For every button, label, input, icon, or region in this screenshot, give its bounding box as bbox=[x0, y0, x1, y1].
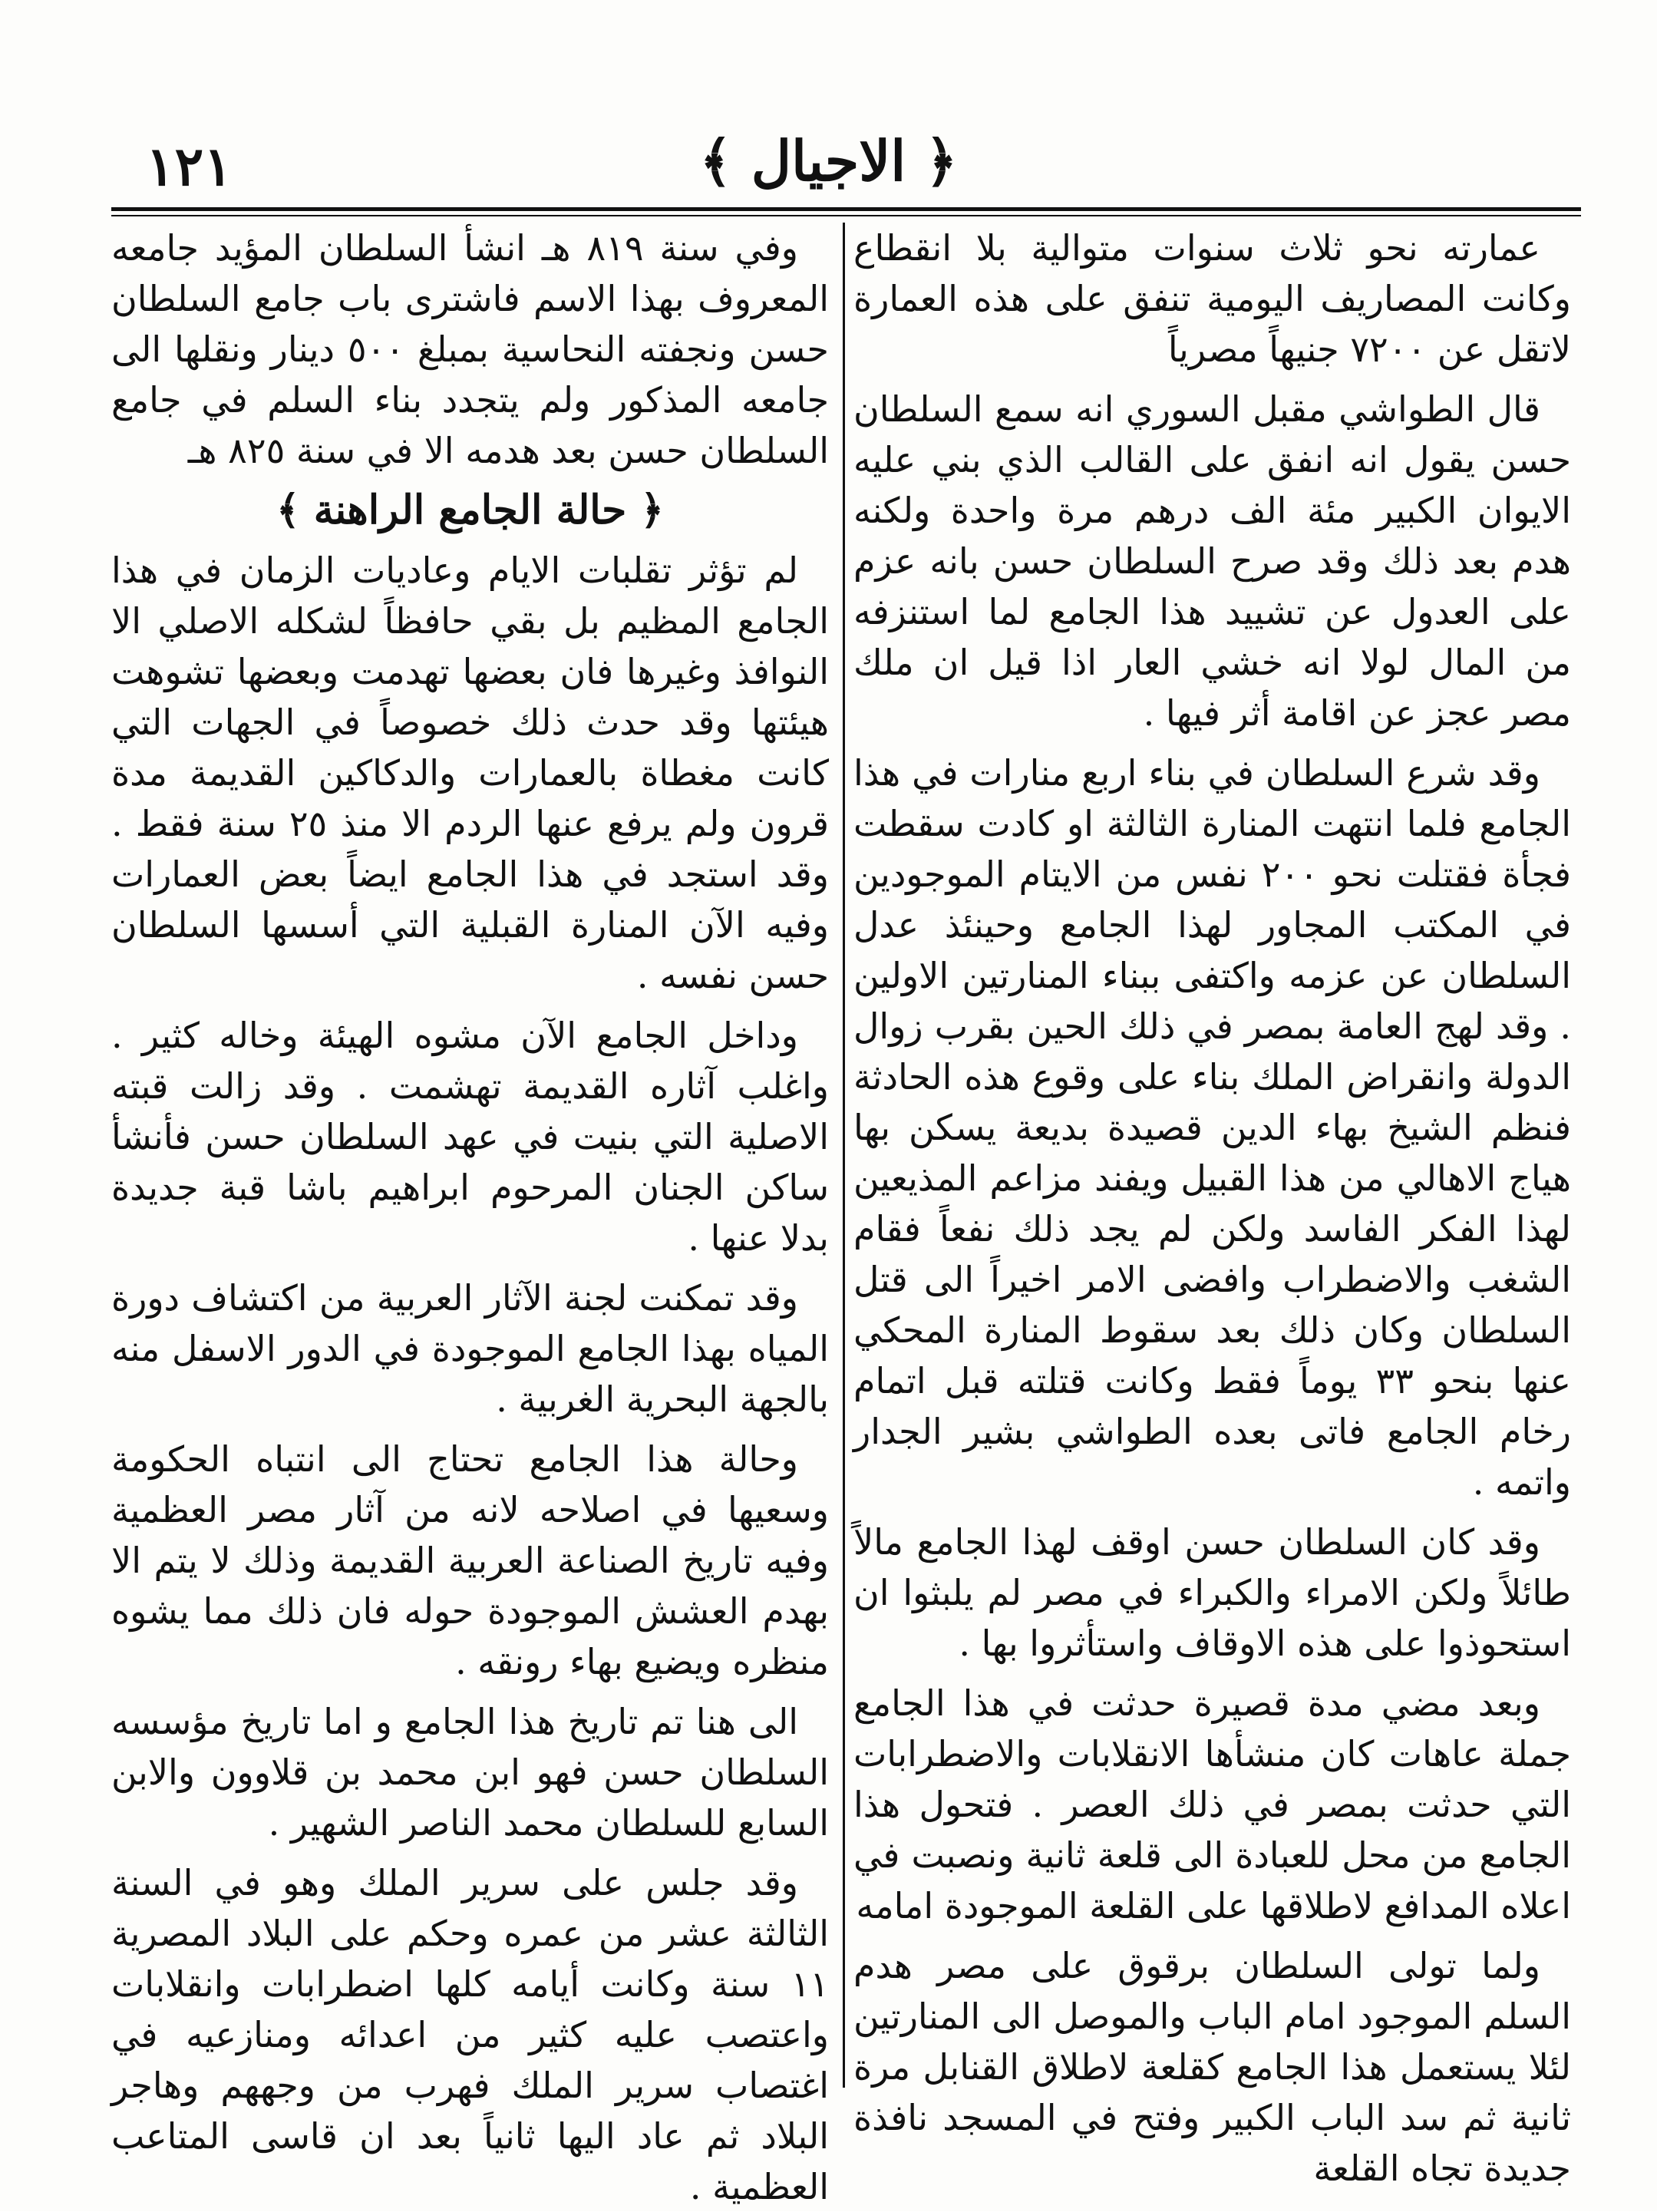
paragraph: الى هنا تم تاريخ هذا الجامع و اما تاريخ مؤسسه السلطان حسن فهو ابن محمد بن قلاوون والابن السابع للسلطان محمد الناصر الشهير . bbox=[111, 1701, 829, 1844]
paragraph: وقد شرع السلطان في بناء اربع منارات في هذا الجامع فلما انتهت المنارة الثالثة او كادت سقطت فجأة فقتلت نحو ٢٠٠ نفس من الايتام الموجودين في المكتب المجاور لهذا الجامع وحينئذ عدل السلطان عن عزمه واكتفى ببناء المنارتين الاولين . وقد لهج العامة بمصر في ذلك الحين بقرب زوال الدولة وانقراض الملك بناء على وقوع هذه الحادثة فنظم الشيخ بهاء الدين قصيدة بديعة يسكن بها هياج الاهالي من هذا القبيل ويفند مزاعم المذيعين لهذا الفكر الفاسد ولكن لم يجد ذلك نفعاً فقام الشغب والاضطراب وافضى الامر اخيراً الى قتل السلطان وكان ذلك بعد سقوط المنارة المحكي عنها بنحو ٣٣ يوماً فقط وكانت قتلته قبل اتمام رخام الجامع فاتى بعده الطواشي بشير الجدار واتمه . bbox=[853, 752, 1571, 1503]
page-number: ١٢١ bbox=[146, 134, 233, 198]
header-rule bbox=[111, 207, 1581, 211]
paragraph: قال الطواشي مقبل السوري انه سمع السلطان حسن يقول انه انفق على القالب الذي بني عليه الايوان الكبير مئة الف درهم مرة واحدة ولكنه هدم بعد ذلك وقد صرح السلطان حسن بانه عزم على العدول عن تشييد هذا الجامع لما استنزفه من المال لولا انه خشي العار اذا قيل ان ملك مصر عجز عن اقامة أثر فيها . bbox=[853, 388, 1571, 734]
column-divider bbox=[843, 223, 845, 2088]
paragraph: ولما تولى السلطان برقوق على مصر هدم السلم الموجود امام الباب والموصل الى المنارتين لئلا يستعمل هذا الجامع كقلعة لاطلاق القنابل مرة ثانية ثم سد الباب الكبير وفتح في المسجد نافذة جديدة تجاه القلعة bbox=[853, 1945, 1571, 2189]
paragraph: وحالة هذا الجامع تحتاج الى انتباه الحكومة وسعيها في اصلاحه لانه من آثار مصر العظمية وفيه تاريخ الصناعة العربية القديمة وذلك لا يتم الا بهدم العشش الموجودة حوله فان ذلك مما يشوه منظره ويضيع بهاء رونقه . bbox=[111, 1438, 829, 1682]
right-column bbox=[853, 223, 1571, 2189]
paragraph: عمارته نحو ثلاث سنوات متوالية بلا انقطاع وكانت المصاريف اليومية تنفق على هذه العمارة لاتقل عن ٧٢٠٠ جنيهاً مصرياً bbox=[853, 227, 1571, 370]
paragraph: وبعد مضي مدة قصيرة حدثت في هذا الجامع جملة عاهات كان منشأها الانقلابات والاضطرابات التي حدثت بمصر في ذلك العصر . فتحول هذا الجامع من محل للعبادة الى قلعة ثانية ونصبت في اعلاه المدافع لاطلاقها على القلعة الموجودة امامه bbox=[853, 1682, 1571, 1926]
header-rule-thin bbox=[111, 215, 1581, 216]
page-title: ﴿ الاجيال ﴾ bbox=[699, 128, 958, 193]
paragraph: لم تؤثر تقلبات الايام وعاديات الزمان في هذا الجامع المظيم بل بقي حافظاً لشكله الاصلي الا النوافذ وغيرها فان بعضها تهدمت وبعضها تشوهت هيئتها وقد حدث ذلك خصوصاً في الجهات التي كانت مغطاة بالعمارات والدكاكين القديمة مدة قرون ولم يرفع عنها الردم الا منذ ٢٥ سنة فقط . وقد استجد في هذا الجامع ايضاً بعض العمارات وفيه الآن المنارة القبلية التي أسسها السلطان حسن نفسه . bbox=[111, 550, 829, 996]
paragraph: وقد كان السلطان حسن اوقف لهذا الجامع مالاً طائلاً ولكن الامراء والكبراء في مصر لم يلبثوا ان استحوذوا على هذه الاوقاف واستأثروا بها . bbox=[853, 1521, 1571, 1664]
paragraph: وقد جلس على سرير الملك وهو في السنة الثالثة عشر من عمره وحكم على البلاد المصرية ١١ سنة وكانت أيامه كلها اضطرابات وانقلابات واعتصب عليه كثير من اعدائه ومنازعيه في اغتصاب سرير الملك فهرب من وجههم وهاجر البلاد ثم عاد اليها ثانياً بعد ان قاسى المتاعب العظمية . bbox=[111, 1862, 829, 2207]
left-column bbox=[111, 223, 829, 2207]
section-heading: ﴿ حالة الجامع الراهنة ﴾ bbox=[276, 487, 664, 533]
paragraph: وفي سنة ٨١٩ هـ انشأ السلطان المؤيد جامعه المعروف بهذا الاسم فاشترى باب جامع السلطان حسن ونجفته النحاسية بمبلغ ٥٠٠ دينار ونقلها الى جامعه المذكور ولم يتجدد بناء السلم في جامع السلطان حسن بعد هدمه الا في سنة ٨٢٥ هـ bbox=[111, 227, 829, 471]
paragraph: وقد تمكنت لجنة الآثار العربية من اكتشاف دورة المياه بهذا الجامع الموجودة في الدور الاسفل منه بالجهة البحرية الغربية . bbox=[111, 1277, 829, 1420]
paragraph: وداخل الجامع الآن مشوه الهيئة وخاله كثير . واغلب آثاره القديمة تهشمت . وقد زالت قبته الاصلية التي بنيت في عهد السلطان حسن فأنشأ ساكن الجنان المرحوم ابراهيم باشا قبة جديدة بدلا عنها . bbox=[111, 1015, 829, 1259]
